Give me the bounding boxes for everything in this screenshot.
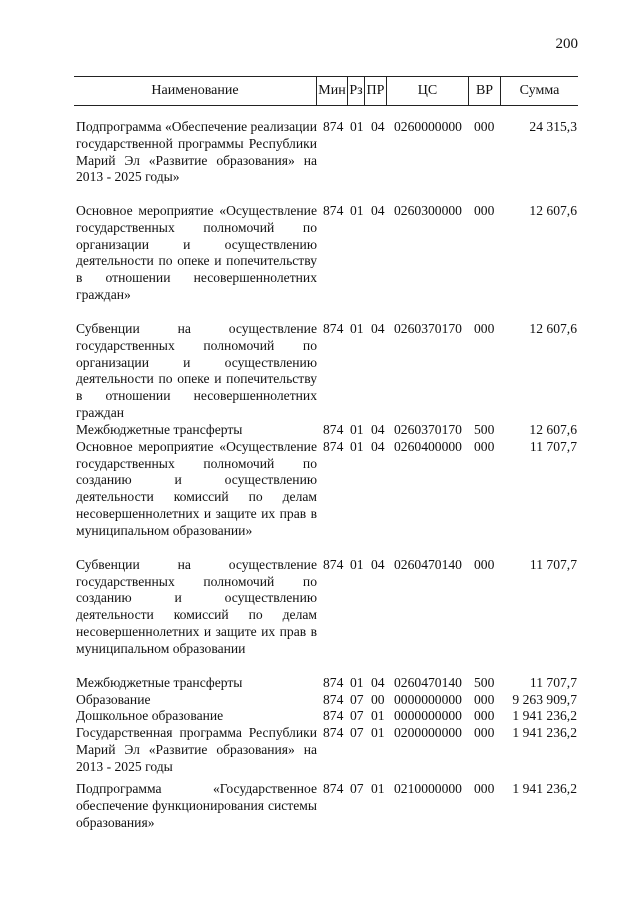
row-pr: 01 [371, 725, 385, 741]
row-cs: 0000000000 [394, 691, 462, 707]
row-rz: 07 [350, 708, 364, 724]
row-min: 874 [323, 691, 344, 707]
row-cs: 0260000000 [394, 119, 462, 134]
row-vr: 000 [474, 203, 495, 218]
table-row [0, 675, 640, 692]
row-vr: 500 [474, 674, 495, 690]
row-vr: 000 [474, 725, 495, 741]
header-pr: ПР [366, 83, 385, 98]
row-rz: 01 [350, 556, 364, 572]
row-cs: 0210000000 [394, 781, 462, 797]
row-vr: 000 [474, 708, 495, 724]
header-vr: ВР [475, 83, 494, 98]
row-sum: 9 263 909,7 [512, 691, 577, 707]
row-name: Подпрограмма «Государственное обеспечение функционирования системы образования» [76, 781, 317, 830]
row-name: Межбюджетные трансферты [76, 674, 243, 690]
row-name: Основное мероприятие «Осуществление государственных полномочий по организации и осуществлению деятельности по опеке и попечительству в отношении несовершеннолетних граждан» [76, 203, 317, 302]
row-sum: 1 941 236,2 [512, 781, 577, 797]
row-name: Подпрограмма «Обеспечение реализации государственной программы Республики Марий Эл «Развитие образования» на 2013 - 2025 годы» [76, 119, 317, 185]
row-pr: 04 [371, 674, 385, 690]
row-rz: 07 [350, 725, 364, 741]
row-sum: 11 707,7 [529, 438, 577, 454]
row-vr: 000 [474, 781, 495, 797]
row-cs: 0260370170 [394, 422, 462, 437]
row-pr: 04 [371, 438, 385, 454]
table-row [0, 557, 640, 675]
row-rz: 01 [350, 119, 364, 134]
row-rz: 01 [350, 438, 364, 454]
row-name: Образование [76, 691, 151, 707]
header-name: Наименование [151, 83, 239, 98]
row-min: 874 [323, 708, 344, 724]
row-min: 874 [323, 119, 344, 134]
row-pr: 01 [371, 708, 385, 724]
row-rz: 07 [350, 781, 364, 797]
row-name: Основное мероприятие «Осуществление государственных полномочий по созданию и осуществлению деятельности комиссий по делам несовершеннолетних и защите их прав в муниципальном образовании» [76, 438, 317, 538]
row-name: Межбюджетные трансферты [76, 422, 243, 437]
row-cs: 0260370170 [394, 321, 462, 336]
row-cs: 0260470140 [394, 674, 462, 690]
row-pr: 04 [371, 321, 385, 336]
row-min: 874 [323, 674, 344, 690]
table-row [0, 422, 640, 439]
row-vr: 000 [474, 321, 495, 336]
row-cs: 0260300000 [394, 203, 462, 218]
table-header [74, 76, 578, 106]
row-min: 874 [323, 556, 344, 572]
row-vr: 000 [474, 556, 495, 572]
row-sum: 12 607,6 [529, 203, 577, 218]
row-pr: 01 [371, 781, 385, 797]
row-name: Субвенции на осуществление государственных полномочий по созданию и осуществлению деятельности комиссий по делам несовершеннолетних и защите их прав в муниципальном образовании [76, 556, 317, 656]
row-min: 874 [323, 321, 344, 336]
row-min: 874 [323, 725, 344, 741]
row-vr: 500 [474, 422, 495, 437]
table-row [0, 439, 640, 557]
table-body [0, 119, 640, 832]
row-vr: 000 [474, 119, 495, 134]
header-min: Мин [318, 83, 346, 98]
row-cs: 0000000000 [394, 708, 462, 724]
row-sum: 12 607,6 [529, 321, 577, 336]
row-min: 874 [323, 422, 344, 437]
row-name: Субвенции на осуществление государственных полномочий по организации и осуществлению деятельности по опеке и попечительству в отношении несовершеннолетних граждан [76, 321, 317, 420]
row-pr: 04 [371, 119, 385, 134]
table-row [0, 725, 640, 781]
row-min: 874 [323, 438, 344, 454]
page-number: 200 [555, 36, 578, 52]
row-sum: 11 707,7 [529, 674, 577, 690]
header-rz: Рз [349, 83, 363, 98]
row-sum: 12 607,6 [529, 422, 577, 437]
row-name: Государственная программа Республики Марий Эл «Развитие образования» на 2013 - 2025 годы [76, 725, 317, 774]
row-pr: 04 [371, 203, 385, 218]
row-pr: 04 [371, 556, 385, 572]
row-sum: 11 707,7 [529, 556, 577, 572]
row-sum: 1 941 236,2 [512, 708, 577, 724]
row-vr: 000 [474, 691, 495, 707]
row-pr: 04 [371, 422, 385, 437]
row-sum: 1 941 236,2 [512, 725, 577, 741]
header-cs: ЦС [417, 83, 438, 98]
row-rz: 01 [350, 674, 364, 690]
row-rz: 01 [350, 203, 364, 218]
row-sum: 24 315,3 [529, 119, 577, 134]
table-row [0, 119, 640, 203]
table-row [0, 781, 640, 832]
row-name: Дошкольное образование [76, 708, 224, 724]
row-cs: 0200000000 [394, 725, 462, 741]
table-row [0, 708, 640, 725]
row-vr: 000 [474, 438, 495, 454]
table-row [0, 321, 640, 422]
row-min: 874 [323, 781, 344, 797]
row-pr: 00 [371, 691, 385, 707]
row-min: 874 [323, 203, 344, 218]
table-row [0, 203, 640, 321]
row-cs: 0260470140 [394, 556, 462, 572]
header-sum: Сумма [519, 83, 560, 98]
row-rz: 01 [350, 422, 364, 437]
row-cs: 0260400000 [394, 438, 462, 454]
row-rz: 07 [350, 691, 364, 707]
row-rz: 01 [350, 321, 364, 336]
table-row [0, 692, 640, 709]
